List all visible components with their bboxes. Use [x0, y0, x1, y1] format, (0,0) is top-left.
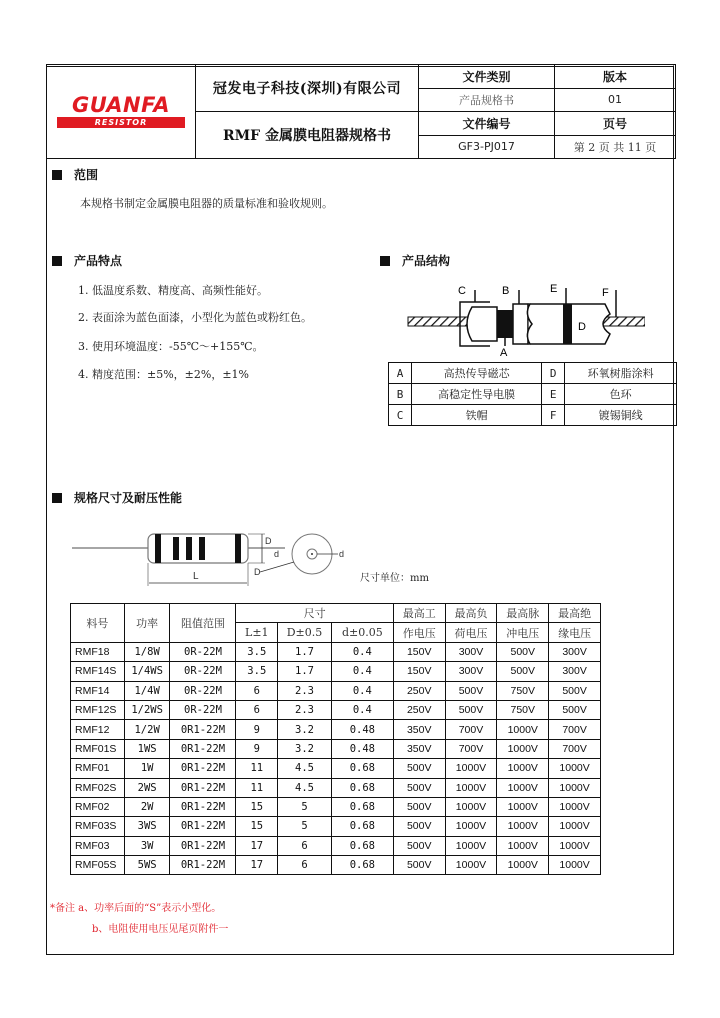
- section-scope-heading: [52, 166, 98, 183]
- legend-key: A: [389, 363, 412, 384]
- cell-v2: 1000V: [445, 817, 497, 836]
- end-view-diagram: [250, 532, 350, 582]
- logo-tagline: RESISTOR: [57, 117, 185, 128]
- legend-key: B: [389, 384, 412, 405]
- page-number: 第 2 页 共 11 页: [555, 135, 676, 159]
- spec-table-body: [71, 642, 601, 875]
- cell-l: 6: [236, 700, 278, 719]
- document-header: [46, 64, 676, 159]
- company-name: 冠发电子科技(深圳)有限公司: [196, 65, 419, 112]
- col-v1: 最高工: [393, 604, 445, 623]
- cell-v4: 1000V: [549, 856, 601, 875]
- table-header-row: [71, 604, 601, 623]
- col-v3: 最高脉: [497, 604, 549, 623]
- label-c: C: [458, 285, 466, 297]
- section-title: 范围: [74, 168, 99, 182]
- legend-key: E: [542, 384, 565, 405]
- cell-d-big: 6: [278, 836, 332, 855]
- col-part: 料号: [71, 604, 125, 643]
- cell-l: 11: [236, 759, 278, 778]
- cell-d-small: 0.68: [331, 797, 393, 816]
- table-row: [71, 720, 601, 739]
- cell-l: 9: [236, 720, 278, 739]
- table-row: [71, 856, 601, 875]
- cell-l: 15: [236, 817, 278, 836]
- cell-power: 1/4WS: [124, 662, 170, 681]
- cell-power: 3W: [124, 836, 170, 855]
- structure-legend-table: [388, 362, 677, 426]
- cell-v1: 500V: [393, 759, 445, 778]
- cell-v2: 700V: [445, 720, 497, 739]
- cell-v2: 1000V: [445, 778, 497, 797]
- cell-v4: 300V: [549, 642, 601, 661]
- cell-v3: 1000V: [497, 778, 549, 797]
- color-ring: [563, 304, 572, 344]
- cell-power: 1/2W: [124, 720, 170, 739]
- logo-cell: [47, 65, 196, 159]
- cell-part: RMF03S: [71, 817, 125, 836]
- cell-l: 3.5: [236, 662, 278, 681]
- legend-key: C: [389, 405, 412, 426]
- cell-d-big: 6: [278, 856, 332, 875]
- logo-brand: GUANFA: [71, 93, 171, 117]
- cell-range: 0R1-22M: [170, 739, 236, 758]
- bullet-square-icon: [52, 256, 62, 266]
- scope-text: 本规格书制定金属膜电阻器的质量标准和验收规则。: [80, 197, 333, 210]
- label-d: D: [578, 321, 586, 333]
- cell-v1: 350V: [393, 720, 445, 739]
- label-length: L: [193, 571, 199, 582]
- cell-part: RMF02: [71, 797, 125, 816]
- cell-range: 0R1-22M: [170, 778, 236, 797]
- cell-v3: 500V: [497, 662, 549, 681]
- cell-v3: 1000V: [497, 739, 549, 758]
- cell-part: RMF01S: [71, 739, 125, 758]
- section-title: 规格尺寸及耐压性能: [74, 491, 183, 505]
- bullet-square-icon: [380, 256, 390, 266]
- cell-d-big: 4.5: [278, 778, 332, 797]
- cell-d-small: 0.68: [331, 817, 393, 836]
- cell-v4: 1000V: [549, 836, 601, 855]
- label-diameter-end: D: [254, 567, 261, 577]
- col-l: L±1: [236, 623, 278, 642]
- col-v1-b: 作电压: [393, 623, 445, 642]
- section-specs-heading: [52, 489, 182, 506]
- section-title: 产品特点: [74, 254, 123, 268]
- cell-v4: 300V: [549, 662, 601, 681]
- cell-part: RMF05S: [71, 856, 125, 875]
- unit-label: 尺寸单位：mm: [360, 573, 429, 584]
- cell-range: 0R-22M: [170, 681, 236, 700]
- resistor-body: [148, 534, 248, 563]
- table-row: [389, 405, 677, 426]
- cell-range: 0R-22M: [170, 700, 236, 719]
- cell-l: 17: [236, 836, 278, 855]
- table-row: [71, 817, 601, 836]
- table-row: [389, 363, 677, 384]
- cell-v2: 1000V: [445, 797, 497, 816]
- legend-value: 镀锡铜线: [565, 405, 677, 426]
- cell-v3: 750V: [497, 700, 549, 719]
- col-v2: 最高负: [445, 604, 497, 623]
- cell-d-small: 0.68: [331, 836, 393, 855]
- cell-range: 0R1-22M: [170, 856, 236, 875]
- lead-left: [408, 317, 468, 326]
- cell-v2: 500V: [445, 700, 497, 719]
- cell-v1: 250V: [393, 681, 445, 700]
- feature-item: 2. 表面涂为蓝色面漆，小型化为蓝色或粉红色。: [78, 311, 312, 324]
- cell-v2: 1000V: [445, 856, 497, 875]
- cell-power: 1/2WS: [124, 700, 170, 719]
- section-structure-heading: [380, 252, 450, 269]
- bullet-square-icon: [52, 170, 62, 180]
- note-b: b、电阻使用电压见尾页附件一: [92, 924, 229, 935]
- table-row: [71, 700, 601, 719]
- cell-range: 0R1-22M: [170, 797, 236, 816]
- table-row: [71, 778, 601, 797]
- cell-d-big: 3.2: [278, 739, 332, 758]
- cell-d-big: 2.3: [278, 681, 332, 700]
- cell-part: RMF03: [71, 836, 125, 855]
- cell-d-small: 0.4: [331, 681, 393, 700]
- core-a: [497, 310, 513, 338]
- cell-d-small: 0.68: [331, 778, 393, 797]
- cell-v3: 1000V: [497, 817, 549, 836]
- cell-l: 6: [236, 681, 278, 700]
- cell-v1: 500V: [393, 817, 445, 836]
- version-value: 01: [555, 88, 676, 112]
- spec-table: [70, 603, 601, 875]
- table-row: [71, 797, 601, 816]
- cell-v1: 500V: [393, 797, 445, 816]
- cell-v4: 1000V: [549, 759, 601, 778]
- cell-d-small: 0.68: [331, 759, 393, 778]
- cell-v2: 300V: [445, 642, 497, 661]
- cell-range: 0R1-22M: [170, 720, 236, 739]
- cell-v4: 500V: [549, 700, 601, 719]
- cell-d-small: 0.4: [331, 642, 393, 661]
- cell-v3: 1000V: [497, 856, 549, 875]
- label-e: E: [550, 283, 558, 295]
- cell-part: RMF14S: [71, 662, 125, 681]
- col-power: 功率: [124, 604, 170, 643]
- cell-power: 5WS: [124, 856, 170, 875]
- cell-d-small: 0.48: [331, 739, 393, 758]
- doc-type-value: 产品规格书: [419, 88, 555, 112]
- cell-d-big: 1.7: [278, 662, 332, 681]
- label-lead-dia: d: [274, 549, 280, 559]
- cell-v1: 500V: [393, 836, 445, 855]
- col-v4: 最高绝: [549, 604, 601, 623]
- cell-v4: 1000V: [549, 778, 601, 797]
- feature-item: 4. 精度范围：±5%，±2%，±1%: [78, 368, 249, 381]
- cell-power: 2W: [124, 797, 170, 816]
- cell-part: RMF12S: [71, 700, 125, 719]
- cell-part: RMF02S: [71, 778, 125, 797]
- table-row: [71, 739, 601, 758]
- doc-type-label: 文件类别: [419, 65, 555, 89]
- cell-d-small: 0.4: [331, 700, 393, 719]
- cell-power: 2WS: [124, 778, 170, 797]
- cell-power: 1W: [124, 759, 170, 778]
- cell-v3: 1000V: [497, 797, 549, 816]
- version-label: 版本: [555, 65, 676, 89]
- cell-d-big: 3.2: [278, 720, 332, 739]
- legend-value: 铁帽: [412, 405, 542, 426]
- cell-v4: 700V: [549, 739, 601, 758]
- cell-d-big: 5: [278, 797, 332, 816]
- guanfa-logo: [57, 94, 185, 128]
- film-b: [513, 304, 528, 344]
- structure-diagram: [400, 280, 645, 358]
- cell-v4: 1000V: [549, 817, 601, 836]
- document-title: RMF 金属膜电阻器规格书: [196, 112, 419, 159]
- cell-part: RMF01: [71, 759, 125, 778]
- cell-power: 1WS: [124, 739, 170, 758]
- cell-power: 3WS: [124, 817, 170, 836]
- cell-d-small: 0.48: [331, 720, 393, 739]
- cell-range: 0R-22M: [170, 642, 236, 661]
- col-v3-b: 冲电压: [497, 623, 549, 642]
- cell-power: 1/4W: [124, 681, 170, 700]
- cell-range: 0R-22M: [170, 662, 236, 681]
- legend-value: 环氧树脂涂料: [565, 363, 677, 384]
- col-d-small: d±0.05: [331, 623, 393, 642]
- cell-v3: 1000V: [497, 836, 549, 855]
- page-label: 页号: [555, 112, 676, 136]
- cell-v2: 500V: [445, 681, 497, 700]
- cell-v4: 500V: [549, 681, 601, 700]
- legend-value: 色环: [565, 384, 677, 405]
- col-d-big: D±0.5: [278, 623, 332, 642]
- cell-v4: 700V: [549, 720, 601, 739]
- iron-cap: [467, 307, 497, 341]
- cell-range: 0R1-22M: [170, 836, 236, 855]
- note-a: *备注 a、功率后面的“S”表示小型化。: [50, 903, 222, 914]
- cell-d-small: 0.4: [331, 662, 393, 681]
- cell-power: 1/8W: [124, 642, 170, 661]
- cell-d-big: 4.5: [278, 759, 332, 778]
- cell-v1: 350V: [393, 739, 445, 758]
- cell-range: 0R1-22M: [170, 759, 236, 778]
- table-row: [71, 759, 601, 778]
- cell-d-small: 0.68: [331, 856, 393, 875]
- doc-no-value: GF3-PJ017: [419, 135, 555, 159]
- cell-v1: 150V: [393, 662, 445, 681]
- cell-range: 0R1-22M: [170, 817, 236, 836]
- cell-d-big: 5: [278, 817, 332, 836]
- col-range: 阻值范围: [170, 604, 236, 643]
- table-row: [71, 642, 601, 661]
- cell-v4: 1000V: [549, 797, 601, 816]
- col-size: 尺寸: [236, 604, 393, 623]
- label-f: F: [602, 287, 609, 299]
- cell-l: 11: [236, 778, 278, 797]
- legend-key: D: [542, 363, 565, 384]
- cell-part: RMF12: [71, 720, 125, 739]
- feature-item: 1. 低温度系数、精度高、高频性能好。: [78, 284, 268, 297]
- cell-v1: 150V: [393, 642, 445, 661]
- cell-v1: 250V: [393, 700, 445, 719]
- cell-part: RMF14: [71, 681, 125, 700]
- legend-value: 高热传导磁芯: [412, 363, 542, 384]
- col-v4-b: 缘电压: [549, 623, 601, 642]
- cell-l: 17: [236, 856, 278, 875]
- cell-d-big: 2.3: [278, 700, 332, 719]
- cell-v3: 750V: [497, 681, 549, 700]
- cell-part: RMF18: [71, 642, 125, 661]
- cell-v1: 500V: [393, 778, 445, 797]
- col-v2-b: 荷电压: [445, 623, 497, 642]
- section-title: 产品结构: [402, 254, 451, 268]
- cell-l: 9: [236, 739, 278, 758]
- cell-v2: 1000V: [445, 759, 497, 778]
- cell-v2: 700V: [445, 739, 497, 758]
- legend-value: 高稳定性导电膜: [412, 384, 542, 405]
- cell-l: 3.5: [236, 642, 278, 661]
- cell-v3: 500V: [497, 642, 549, 661]
- cell-v3: 1000V: [497, 720, 549, 739]
- cell-l: 15: [236, 797, 278, 816]
- cell-d-big: 1.7: [278, 642, 332, 661]
- label-lead-end: d: [339, 549, 345, 559]
- table-row: [71, 681, 601, 700]
- section-features-heading: [52, 252, 122, 269]
- cell-v2: 300V: [445, 662, 497, 681]
- label-a: A: [500, 347, 508, 358]
- table-row: [389, 384, 677, 405]
- doc-no-label: 文件编号: [419, 112, 555, 136]
- legend-key: F: [542, 405, 565, 426]
- table-row: [71, 836, 601, 855]
- label-b: B: [502, 285, 510, 297]
- cell-v3: 1000V: [497, 759, 549, 778]
- bullet-square-icon: [52, 493, 62, 503]
- label-diameter: D: [265, 536, 272, 546]
- cell-v1: 500V: [393, 856, 445, 875]
- table-row: [71, 662, 601, 681]
- cell-v2: 1000V: [445, 836, 497, 855]
- feature-item: 3. 使用环境温度：-55℃～+155℃。: [78, 340, 264, 353]
